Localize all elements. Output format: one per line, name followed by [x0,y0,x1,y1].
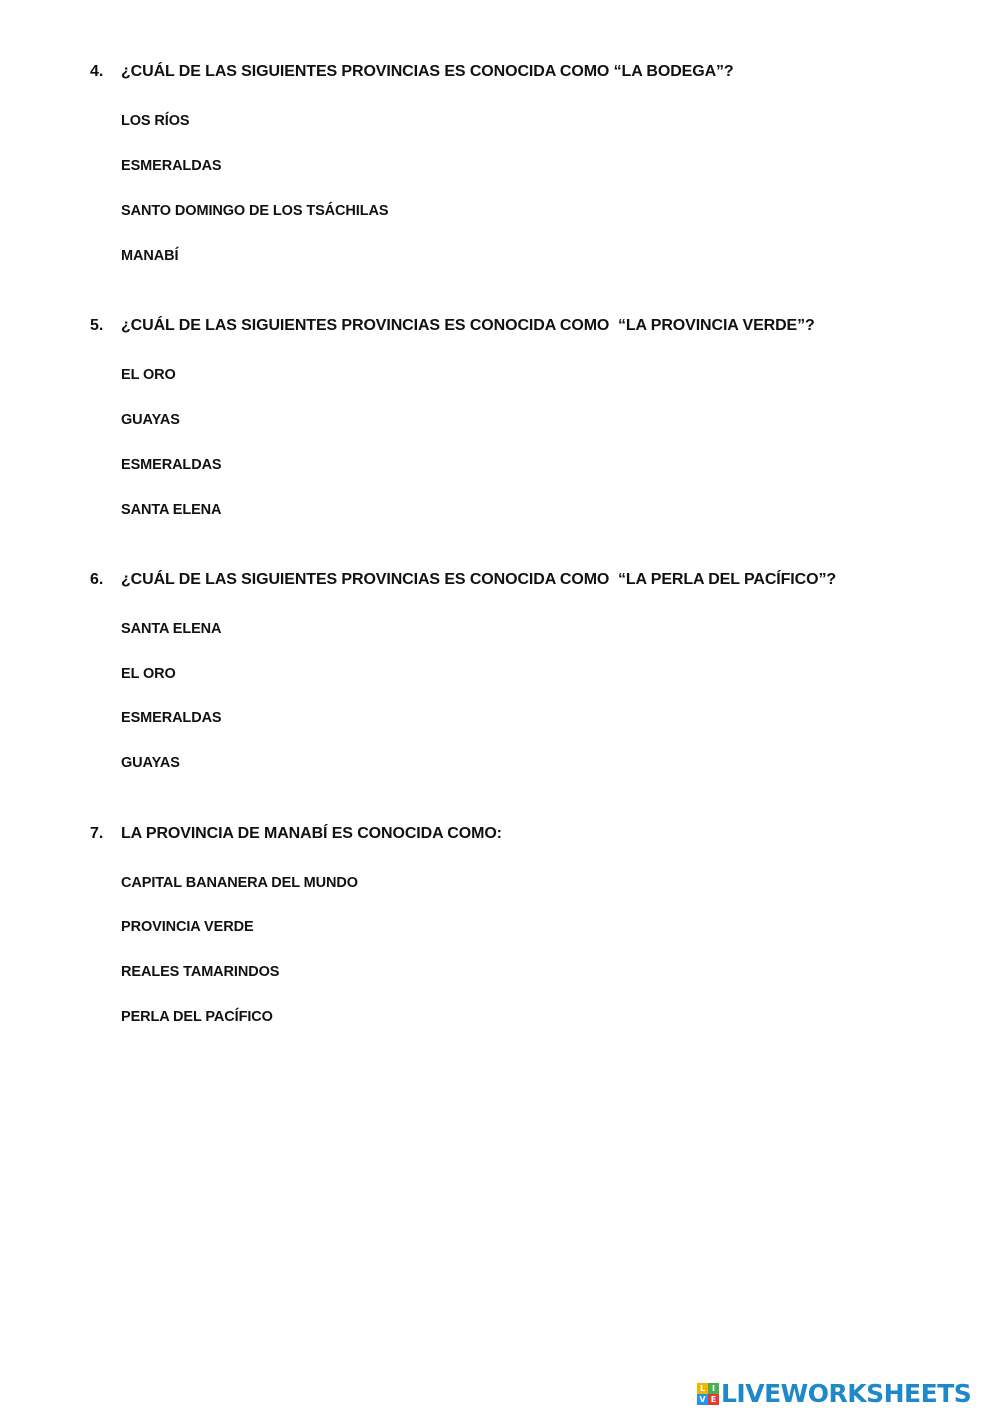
liveworksheets-logo [697,1380,971,1408]
question-text: ¿CUÁL DE LAS SIGUIENTES PROVINCIAS ES CONOCIDA COMO “LA BODEGA”? [121,63,734,80]
question-number: 6. [90,571,104,588]
answer-option[interactable]: ESMERALDAS [121,710,222,726]
question-text: LA PROVINCIA DE MANABÍ ES CONOCIDA COMO: [121,825,502,842]
question-number: 7. [90,825,104,842]
answer-option[interactable]: LOS RÍOS [121,113,190,129]
answer-option[interactable]: CAPITAL BANANERA DEL MUNDO [121,875,358,891]
answer-option[interactable]: SANTA ELENA [121,502,222,518]
logo-text: LIVEWORKSHEETS [721,1379,972,1408]
answer-option[interactable]: REALES TAMARINDOS [121,964,280,980]
logo-icon-letter: E [708,1394,719,1405]
answer-option[interactable]: PROVINCIA VERDE [121,919,254,935]
question-text: ¿CUÁL DE LAS SIGUIENTES PROVINCIAS ES CONOCIDA COMO “LA PROVINCIA VERDE”? [121,317,815,334]
answer-option[interactable]: SANTA ELENA [121,621,222,637]
logo-icon-letter: V [697,1394,708,1405]
answer-option[interactable]: ESMERALDAS [121,457,222,473]
answer-option[interactable]: PERLA DEL PACÍFICO [121,1009,273,1025]
logo-icon-letter: I [708,1383,719,1394]
question-number: 4. [90,63,104,80]
answer-option[interactable]: EL ORO [121,367,176,383]
answer-option[interactable]: GUAYAS [121,755,180,771]
question-text: ¿CUÁL DE LAS SIGUIENTES PROVINCIAS ES CONOCIDA COMO “LA PERLA DEL PACÍFICO”? [121,571,837,588]
answer-option[interactable]: ESMERALDAS [121,158,222,174]
answer-option[interactable]: EL ORO [121,666,176,682]
logo-icon-letter: L [697,1383,708,1394]
liveworksheets-logo-icon [697,1383,719,1405]
answer-option[interactable]: MANABÍ [121,248,179,264]
answer-option[interactable]: SANTO DOMINGO DE LOS TSÁCHILAS [121,203,389,219]
answer-option[interactable]: GUAYAS [121,412,180,428]
question-number: 5. [90,317,104,334]
